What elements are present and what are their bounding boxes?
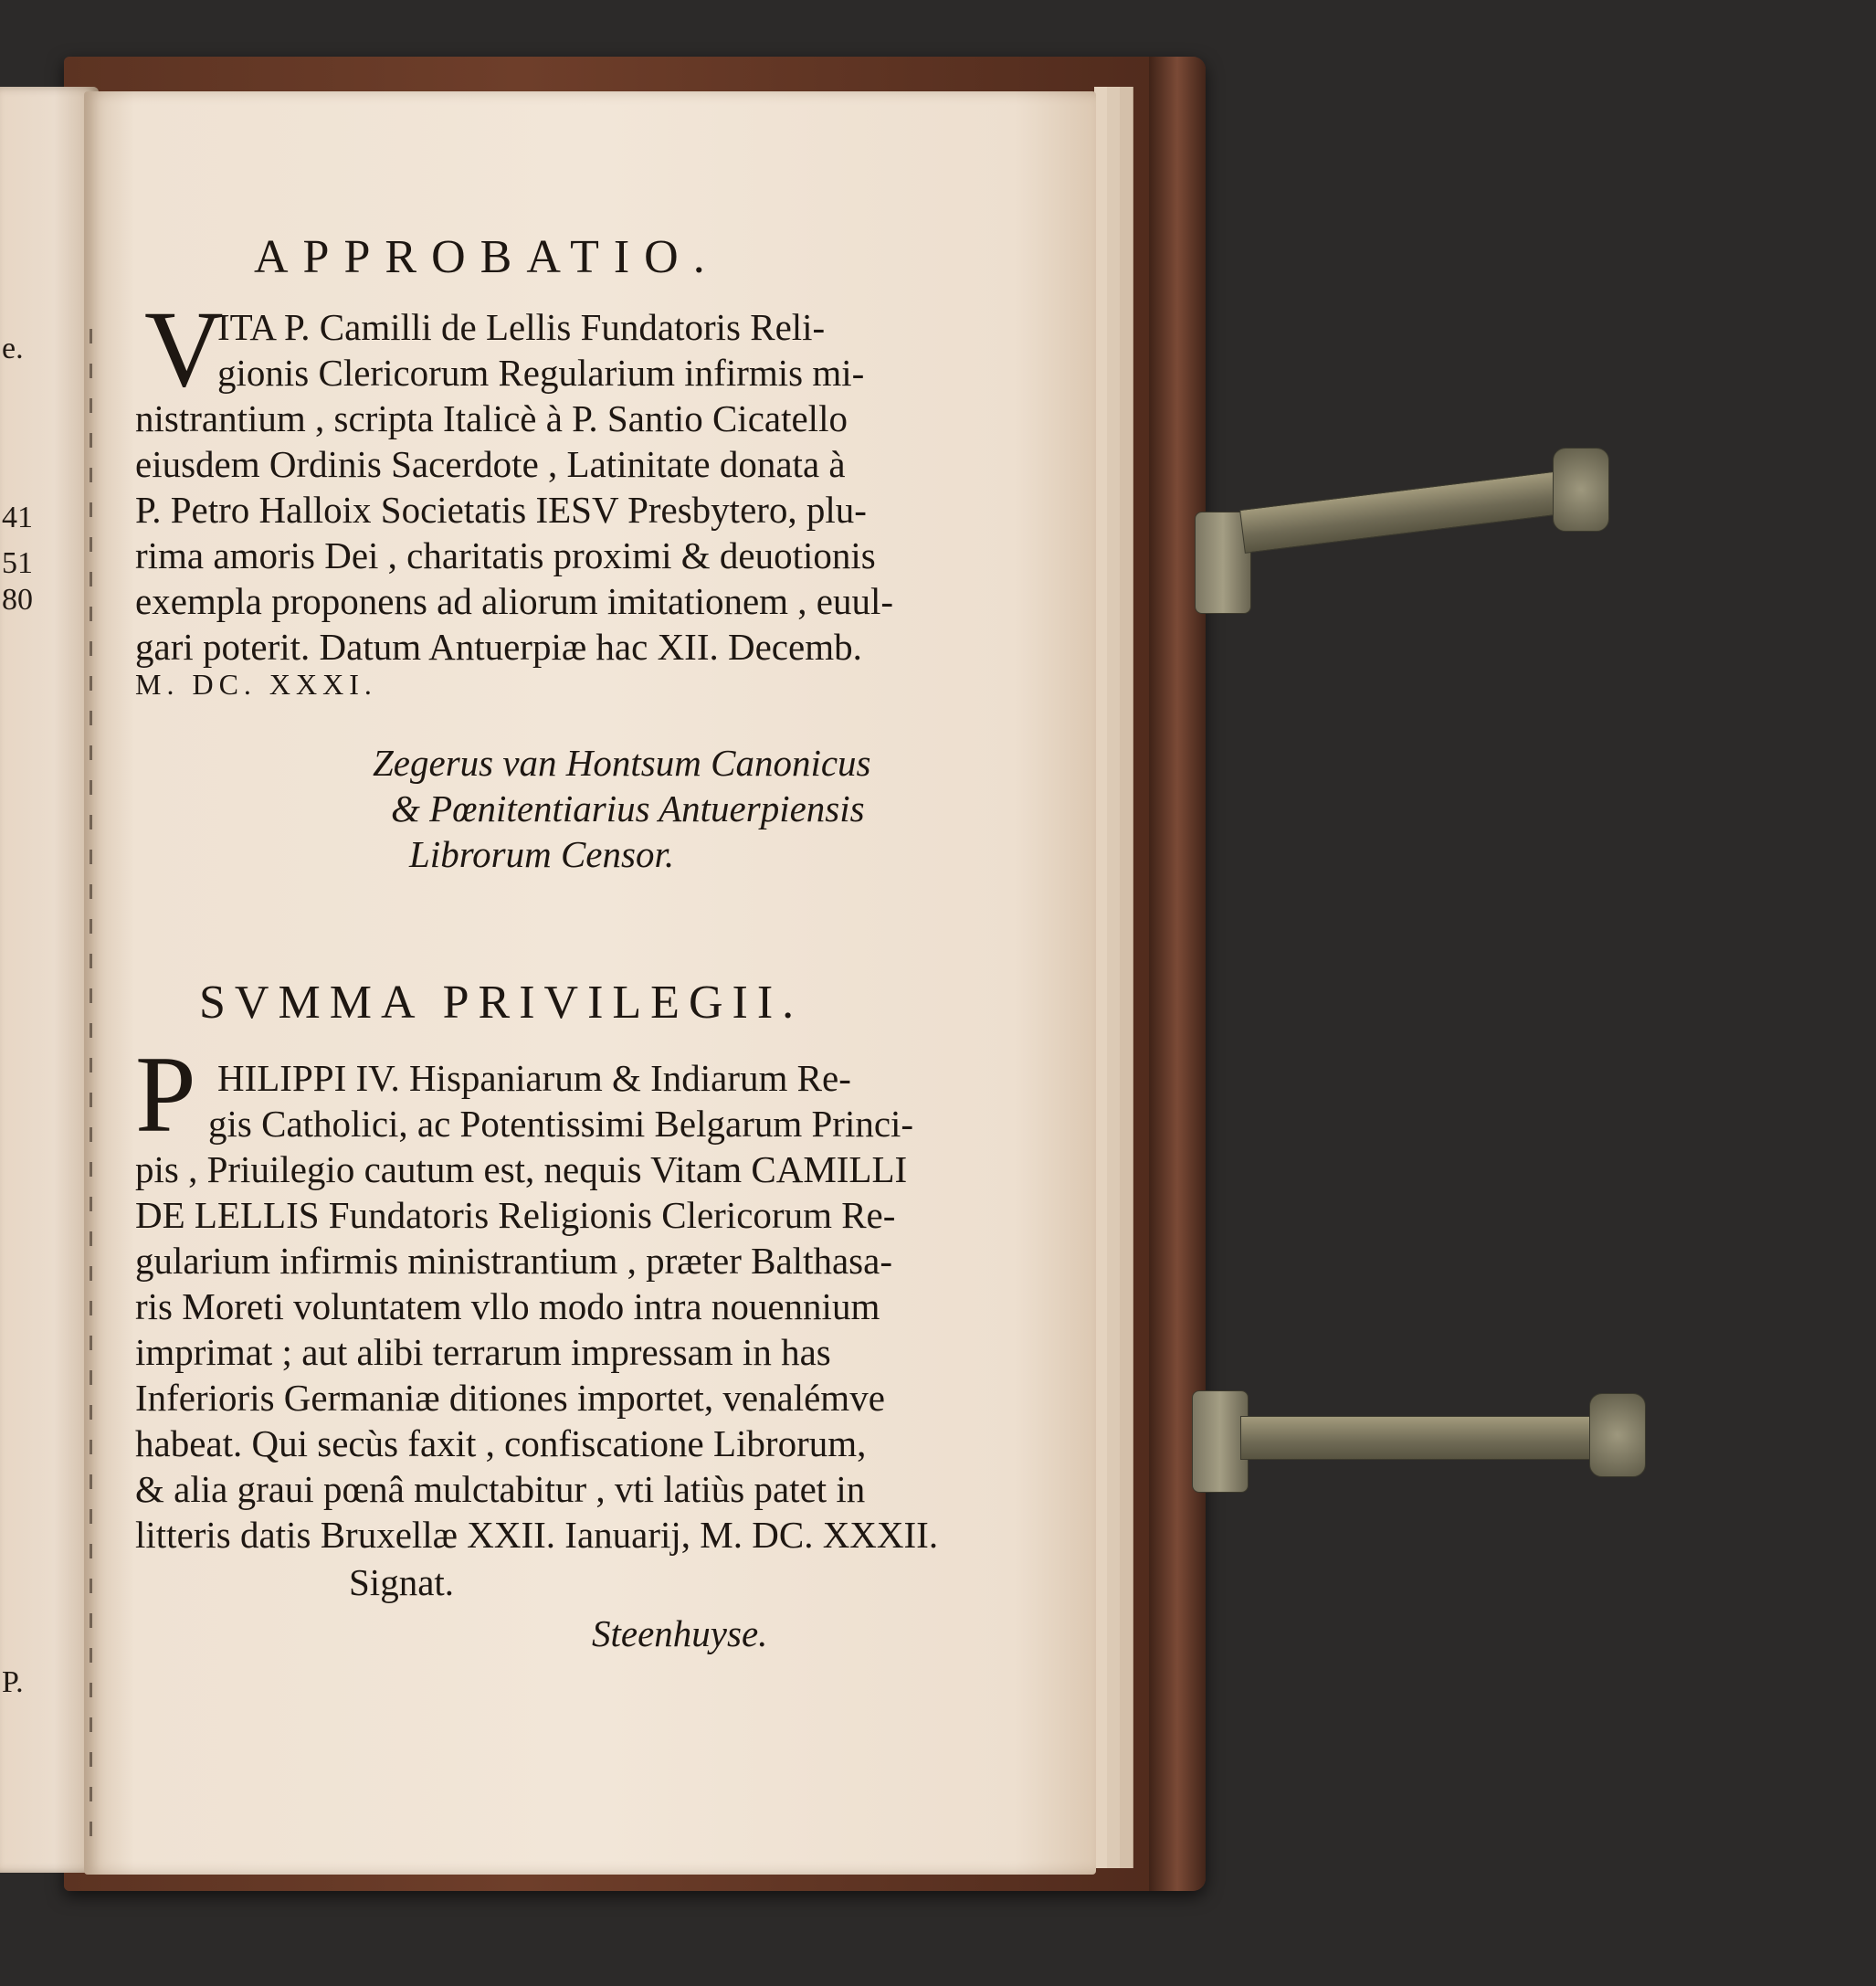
privilegii-line: habeat. Qui secùs faxit , confiscatione Librorum, <box>135 1422 867 1464</box>
page-edge <box>1107 87 1121 1868</box>
privilegii-line: litteris datis Bruxellæ XXII. Ianuarij, M. DC. XXXII. <box>135 1514 939 1556</box>
approbatio-line: ITA P. Camilli de Lellis Fundatoris Reli- <box>217 306 826 348</box>
privilegii-line: Inferioris Germaniæ ditiones importet, venalémve <box>135 1377 885 1419</box>
privilegii-drop-cap: P <box>135 1033 196 1155</box>
privilegii-line: gis Catholici, ac Potentissimi Belgarum Princi- <box>208 1103 914 1145</box>
approbatio-heading: APPROBATIO. <box>254 231 720 283</box>
prev-page-fragment: 41 <box>2 501 33 534</box>
signat-label: Signat. <box>349 1561 455 1603</box>
approbatio-line: nistrantium , scripta Italicè à P. Santio Cicatello <box>135 397 848 439</box>
privilegii-line: & alia graui pœnâ mulctabitur , vti latiùs patet in <box>135 1468 866 1510</box>
gutter-shadow <box>90 329 92 1836</box>
privilegii-line: HILIPPI IV. Hispaniarum & Indiarum Re- <box>217 1057 851 1099</box>
prev-page-fragment: 51 <box>2 546 33 580</box>
approbatio-line: eiusdem Ordinis Sacerdote , Latinitate donata à <box>135 443 846 485</box>
prev-page-fragment: e. <box>2 332 24 365</box>
approbatio-line: gari poterit. Datum Antuerpiæ hac XII. Decemb. <box>135 626 862 668</box>
censor-signature-line: Zegerus van Hontsum Canonicus <box>373 742 871 784</box>
privilegii-line: imprimat ; aut alibi terrarum impressam in has <box>135 1331 831 1373</box>
signer-name: Steenhuyse. <box>592 1612 768 1654</box>
prev-page-fragment: 80 <box>2 583 33 617</box>
privilegii-heading: SVMMA PRIVILEGII. <box>199 977 804 1029</box>
page-edge <box>1094 87 1108 1868</box>
approbatio-line: exempla proponens ad aliorum imitationem , euul- <box>135 580 894 622</box>
approbatio-line: P. Petro Halloix Societatis IESV Presbytero, plu- <box>135 489 867 531</box>
censor-signature-line: & Pœnitentiarius Antuerpiensis <box>391 787 865 829</box>
privilegii-line: ris Moreti voluntatem vllo modo intra nouennium <box>135 1285 880 1327</box>
clasp-strap-lower <box>1240 1416 1598 1460</box>
clasp-strap-upper <box>1239 470 1573 554</box>
prev-page-fragment: P. <box>2 1665 24 1699</box>
approbatio-line: rima amoris Dei , charitatis proximi & deuotionis <box>135 534 876 576</box>
censor-signature-line: Librorum Censor. <box>409 833 675 875</box>
approbatio-drop-cap: V <box>144 288 224 409</box>
cover-fore-edge <box>1149 57 1206 1891</box>
clasp-end-upper <box>1553 448 1609 532</box>
privilegii-line: DE LELLIS Fundatoris Religionis Clericorum Re- <box>135 1194 896 1236</box>
privilegii-line: gularium infirmis ministrantium , præter Balthasa- <box>135 1240 892 1282</box>
approbatio-line: gionis Clericorum Regularium infirmis mi- <box>217 352 865 394</box>
privilegii-line: pis , Priuilegio cautum est, nequis Vitam CAMILLI <box>135 1148 908 1190</box>
approbatio-date-line: M. DC. XXXI. <box>135 668 377 701</box>
clasp-end-lower <box>1589 1393 1646 1477</box>
page-edge <box>1120 87 1133 1868</box>
